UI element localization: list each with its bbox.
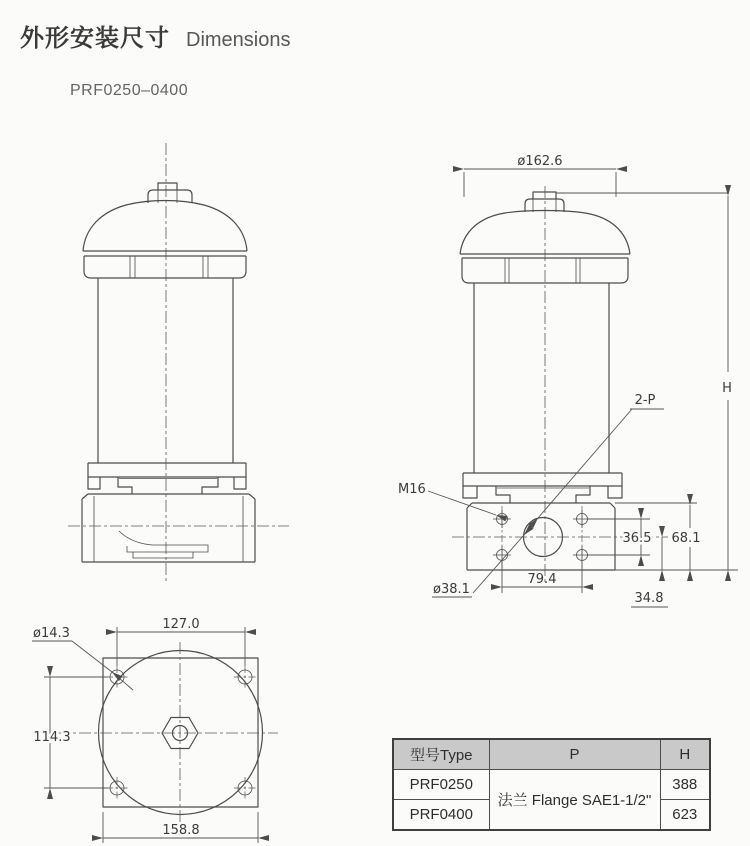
dim-center-to-bottom-label: 34.8: [634, 591, 664, 606]
spec-header-type: 型号Type: [393, 739, 489, 770]
dim-bolt-v-spacing: [33, 677, 108, 788]
dim-center-to-bottom: [631, 537, 668, 607]
spec-h-prf0400: 623: [660, 800, 710, 831]
plan-view: [32, 617, 278, 843]
side-view: [398, 154, 738, 607]
leader-mount-thread: [398, 482, 496, 515]
dim-bolt-hole-dia-label: ø14.3: [33, 626, 70, 641]
front-port-cutaway: [119, 531, 208, 552]
spec-type-prf0250: PRF0250: [393, 770, 489, 800]
spec-header-p: P: [489, 739, 660, 770]
dim-overall-height-label: H: [722, 381, 732, 396]
front-collar: [84, 256, 246, 278]
dim-ports-label: 2-P: [634, 393, 656, 408]
dim-base-height-label: 68.1: [671, 531, 701, 546]
dim-bolt-h-spacing: [117, 617, 245, 666]
spec-row-prf0250: [393, 770, 710, 800]
dim-port-h-spacing-label: 79.4: [527, 572, 557, 587]
dim-mount-thread-label: M16: [398, 482, 426, 497]
side-vent-cap: [533, 192, 556, 199]
spec-h-prf0250: 388: [660, 770, 710, 800]
front-vent-cap: [158, 183, 177, 190]
model-range-label: PRF0250–0400: [70, 82, 189, 99]
title-english: Dimensions: [186, 29, 291, 51]
spec-type-prf0400: PRF0400: [393, 800, 489, 831]
spec-header-h: H: [660, 739, 710, 770]
side-base-flange: [463, 473, 622, 503]
dim-bolt-h-spacing-label: 127.0: [162, 617, 200, 632]
dim-port-v-spacing-label: 36.5: [622, 531, 652, 546]
front-body: [98, 278, 233, 463]
title-chinese: 外形安装尺寸: [20, 25, 170, 52]
dim-top-diameter: [464, 154, 616, 197]
dim-port-bore-label: ø38.1: [433, 582, 470, 597]
dim-base-width-label: 158.8: [162, 823, 200, 838]
dim-port-h-spacing: [502, 560, 582, 593]
spec-p-value: 法兰 Flange SAE1-1/2": [489, 770, 660, 831]
plan-flange-square: [103, 658, 258, 807]
dim-bolt-v-spacing-label: 114.3: [33, 730, 71, 745]
side-body: [474, 283, 609, 473]
dim-port-v-spacing: [588, 519, 651, 555]
front-view: [68, 143, 289, 584]
spec-table: [392, 738, 711, 831]
dim-base-width: [103, 812, 258, 843]
spec-table-header-row: [393, 739, 710, 770]
front-base-flange: [88, 463, 246, 494]
dim-top-diameter-label: ø162.6: [517, 154, 563, 169]
front-base-block: [82, 494, 255, 562]
front-dome: [83, 201, 247, 252]
